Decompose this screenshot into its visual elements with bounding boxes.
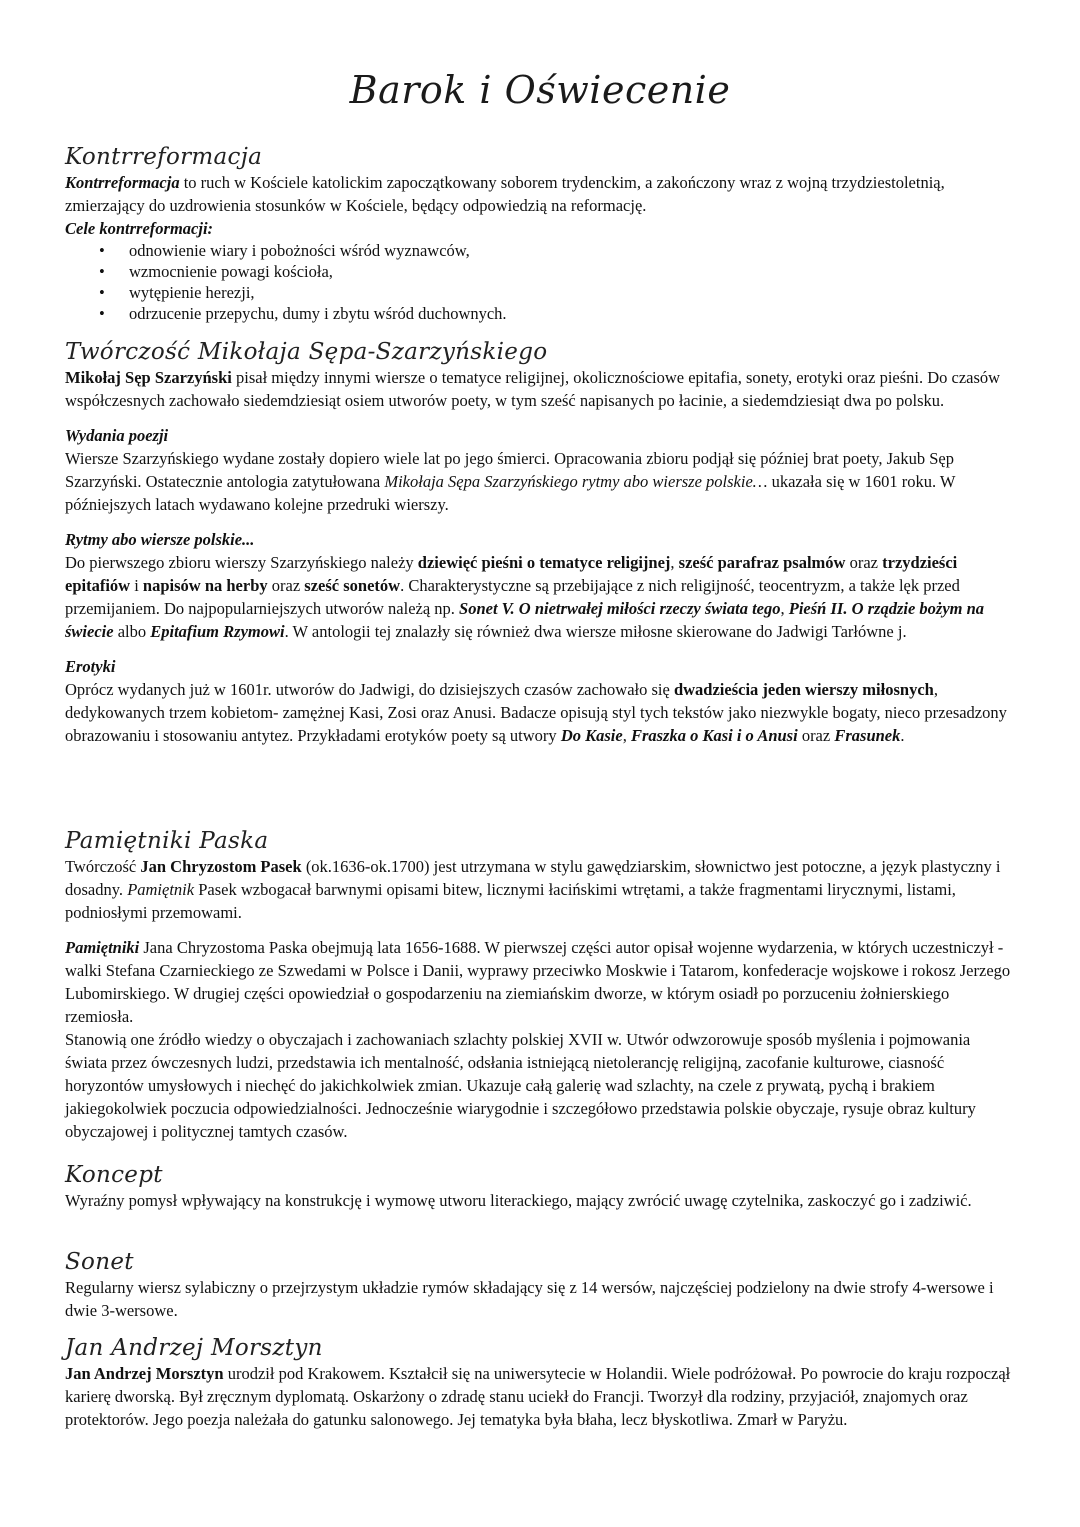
text-run: i bbox=[130, 576, 143, 595]
text-run: Pieśń II. O rządzie bożym na świecie bbox=[65, 599, 985, 641]
text-run: Wiersze Szarzyńskiego wydane zostały dopiero wiele lat po jego śmierci. Opracowania zbioru podjął się później brat poety, Jakub Sęp Szarzyński. Ostatecznie antologia zatytułowana bbox=[65, 449, 954, 491]
subheading: Rytmy abo wiersze polskie... bbox=[65, 530, 255, 549]
section-kontrreformacja bbox=[65, 143, 1015, 324]
text-run: Jana Chryzostoma Paska obejmują lata 1656-1688. W pierwszej części autor opisał wojenne wydarzenia, w których uczestniczył - walki Stefana Czarnieckiego ze Szwedami w Polsce i Danii, wyprawy przeciwko Moskwie i Tatarom, konfederacje wojskowe i rokosz Jerzego Lubomirskiego. W drugiej części opowiedział o gospodarzeniu na ziemiańskim dworze, w którym osiadł po porzuceniu żołnierskiego rzemiosła. bbox=[65, 938, 1011, 1026]
list-item: • odnowienie wiary i pobożności wśród wyznawców, bbox=[129, 240, 1015, 261]
section-heading: Twórczość Mikołaja Sępa-Szarzyńskiego bbox=[65, 339, 548, 365]
section-koncept bbox=[65, 1161, 1015, 1212]
text-run: Oprócz wydanych już w 1601r. utworów do Jadwigi, do dzisiejszych czasów zachowało się bbox=[65, 680, 674, 699]
text-run: . W antologii tej znalazły się również dwa wiersze miłosne skierowane do Jadwigi Tarłówne j. bbox=[284, 622, 907, 641]
paragraph bbox=[65, 1189, 1015, 1212]
text-run: Do Kasie bbox=[560, 726, 623, 745]
text-run: ukazała się w 1601 roku. W późniejszych latach wydawano kolejne przedruki wierszy. bbox=[65, 472, 956, 514]
text-run: napisów na herby bbox=[142, 576, 268, 595]
section-heading: Sonet bbox=[65, 1249, 134, 1275]
section-heading: Kontrreformacja bbox=[65, 144, 263, 170]
text-run: Epitafium Rzymowi bbox=[150, 622, 285, 641]
section-morsztyn bbox=[65, 1334, 1015, 1431]
text-run: Sonet V. O nietrwałej miłości rzeczy świata tego bbox=[459, 599, 781, 618]
text-run: Jan Andrzej Morsztyn bbox=[65, 1364, 224, 1383]
paragraph bbox=[65, 1362, 1015, 1431]
section-heading: Pamiętniki Paska bbox=[65, 828, 269, 854]
list-item: • odrzucenie przepychu, dumy i zbytu wśród duchownych. bbox=[129, 303, 1015, 324]
text-run: Fraszka o Kasi i o Anusi bbox=[630, 726, 798, 745]
section-sonet bbox=[65, 1248, 1015, 1322]
text-run: oraz bbox=[845, 553, 883, 572]
paragraph bbox=[65, 171, 1015, 217]
text-run: , bbox=[622, 726, 631, 745]
text-run: , bbox=[670, 553, 679, 572]
paragraph bbox=[65, 447, 1015, 516]
paragraph bbox=[65, 1276, 1015, 1322]
document-title: Barok i Oświecenie bbox=[349, 68, 731, 112]
text-run: to ruch w Kościele katolickim zapoczątkowany soborem trydenckim, a zakończony wraz z wojną trzydziestoletnią, zmierzający do uzdrowienia stosunków w Kościele, będący odpowiedzią na reformację. bbox=[65, 173, 945, 215]
text-run: Mikołaj Sęp Szarzyński bbox=[65, 368, 232, 387]
text-run: , bbox=[780, 599, 789, 618]
goals-label: Cele kontrreformacji: bbox=[65, 219, 214, 238]
text-run: Stanowią one źródło wiedzy o obyczajach i zachowaniach szlachty polskiej XVII w. Utwór odwzorowuje sposób myślenia i pojmowania świata przez ówczesnych ludzi, przedstawia ich mentalność, odsłania istniejącą nietolerancję religijną, zacofanie kulturowe, ciasność horyzontów umysłowych i niechęć do jakichkolwiek zmian. Ukazuje całą galerię wad szlachty, na czele z prywatą, pychą i brakiem jakiegokolwiek poczucia odpowiedzialności. Jednocześnie wiarygodnie i szczegółowo przedstawia polskie obyczaje, rysuje obraz kultury obyczajowej i politycznej tamtych czasów. bbox=[65, 1030, 976, 1141]
text-run: sześć sonetów bbox=[304, 576, 401, 595]
text-run: Pamiętniki bbox=[65, 938, 140, 957]
text-run: Do pierwszego zbioru wierszy Szarzyńskiego należy bbox=[65, 553, 418, 572]
text-run: Regularny wiersz sylabiczny o przejrzystym układzie rymów składający się z 14 wersów, najczęściej podzielony na dwie strofy 4-wersowe i dwie 3-wersowe. bbox=[65, 1278, 994, 1320]
subheading: Erotyki bbox=[65, 657, 116, 676]
paragraph bbox=[65, 1028, 1015, 1143]
text-run: pisał między innymi wiersze o tematyce religijnej, okolicznościowe epitafia, sonety, erotyki oraz pieśni. Do czasów współczesnych zachowało siedemdziesiąt osiem utworów poety, w tym sześć napisanych po łacinie, a siedemdziesiąt dwa po polsku. bbox=[65, 368, 1001, 410]
subheading: Wydania poezji bbox=[65, 426, 169, 445]
text-run: (ok.1636-ok.1700) jest utrzymana w stylu gawędziarskim, słownictwo jest potoczne, a język plastyczny i dosadny. bbox=[65, 857, 1001, 899]
section-heading: Koncept bbox=[65, 1162, 163, 1188]
text-run: Jan Chryzostom Pasek bbox=[140, 857, 302, 876]
text-run: Pamiętnik bbox=[127, 880, 195, 899]
text-run: Twórczość bbox=[65, 857, 141, 876]
text-run: Wyraźny pomysł wpływający na konstrukcję i wymowę utworu literackiego, mający zwrócić uwagę czytelnika, zaskoczyć go i zadziwić. bbox=[65, 1191, 972, 1210]
text-run: Frasunek bbox=[834, 726, 901, 745]
section-pasek bbox=[65, 827, 1015, 1143]
text-run: sześć parafraz psalmów bbox=[678, 553, 846, 572]
text-run: oraz bbox=[267, 576, 305, 595]
goals-list bbox=[65, 240, 1015, 324]
text-run: . Charakterystyczne są przebijające z nich religijność, teocentryzm, a także lęk przed przemijaniem. Do najpopularniejszych utworów należą np. bbox=[65, 576, 960, 618]
text-run: Kontrreformacja bbox=[65, 173, 180, 192]
text-run: Pasek wzbogacał barwnymi opisami bitew, licznymi łacińskimi wtrętami, a także fragmentami lirycznymi, listami, podniosłymi przemowami. bbox=[65, 880, 956, 922]
text-run: dziewięć pieśni o tematyce religijnej bbox=[417, 553, 671, 572]
text-run: Mikołaja Sępa Szarzyńskiego rytmy abo wiersze polskie… bbox=[384, 472, 768, 491]
section-heading: Jan Andrzej Morsztyn bbox=[65, 1335, 323, 1361]
paragraph bbox=[65, 678, 1015, 747]
paragraph bbox=[65, 936, 1015, 1028]
text-run: dwadzieścia jeden wierszy miłosnych bbox=[673, 680, 934, 699]
text-run: trzydzieści epitafiów bbox=[65, 553, 958, 595]
paragraph bbox=[65, 366, 1015, 412]
paragraph bbox=[65, 551, 1015, 643]
section-szarzynski bbox=[65, 338, 1015, 747]
text-run: urodził pod Krakowem. Kształcił się na uniwersytecie w Holandii. Wiele podróżował. Po powrocie do kraju rozpoczął karierę dworską. Był zręcznym dyplomatą. Oskarżony o zdradę stanu uciekł do Francji. Tworzył dla rodziny, przyjaciół, znajomych oraz protektorów. Jego poezja należała do gatunku salonowego. Jej tematyka była błaha, lecz błyskotliwa. Zmarł w Paryżu. bbox=[65, 1364, 1011, 1429]
paragraph bbox=[65, 855, 1015, 924]
list-item: • wzmocnienie powagi kościoła, bbox=[129, 261, 1015, 282]
text-run: . bbox=[900, 726, 905, 745]
text-run: oraz bbox=[797, 726, 835, 745]
text-run: albo bbox=[113, 622, 151, 641]
list-item: • wytępienie herezji, bbox=[129, 282, 1015, 303]
text-run: , dedykowanych trzem kobietom- zamężnej Kasi, Zosi oraz Anusi. Badacze opisują styl tych tekstów jako niezwykle bogaty, nieco przesadzony obrazowaniu i stosowaniu antytez. Przykładami erotyków poety są utwory bbox=[65, 680, 1007, 745]
